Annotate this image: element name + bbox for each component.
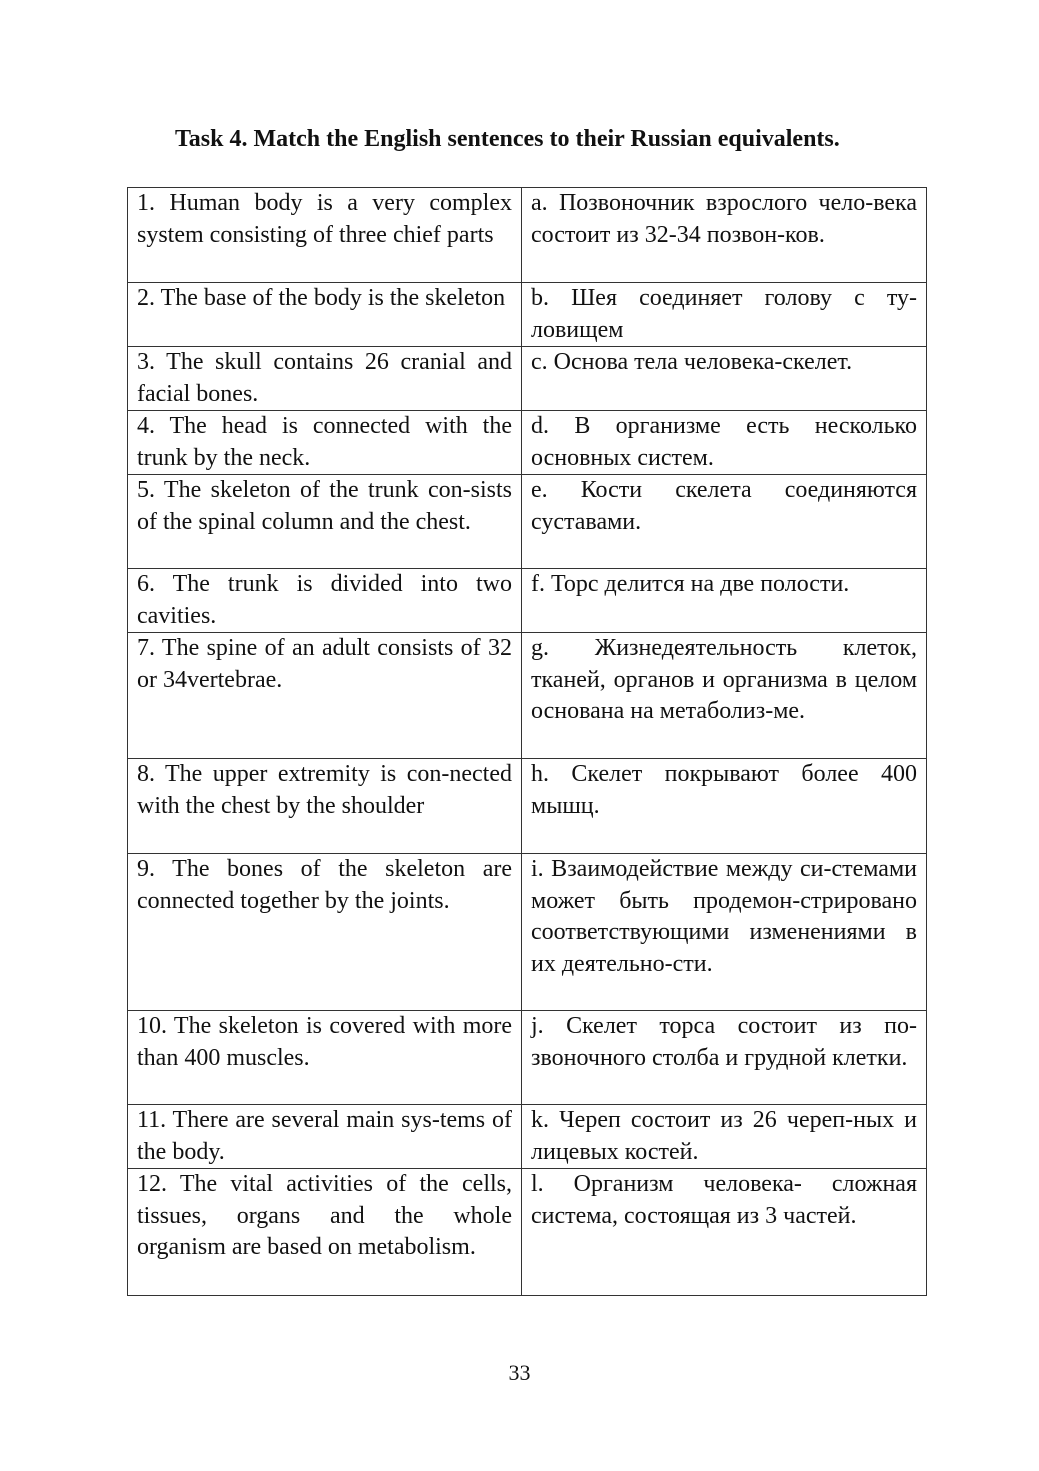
table-row: [128, 475, 927, 569]
english-sentence: 6. The trunk is divided into two cavities.: [128, 569, 522, 633]
table-row: [128, 633, 927, 759]
table-row: [128, 1011, 927, 1105]
table-row: [128, 1105, 927, 1169]
russian-sentence: f. Торс делится на две полости.: [522, 569, 927, 633]
table-row: [128, 411, 927, 475]
russian-sentence: c. Основа тела человека-скелет.: [522, 347, 927, 411]
english-sentence: 12. The vital activities of the cells, tissues, organs and the whole organism are based on metabolism.: [128, 1169, 522, 1296]
russian-sentence: a. Позвоночник взрослого чело-века состоит из 32-34 позвон-ков.: [522, 188, 927, 283]
table-row: [128, 759, 927, 854]
task-title: Task 4. Match the English sentences to their Russian equivalents.: [175, 126, 840, 152]
russian-sentence: j. Скелет торса состоит из по-звоночного столба и грудной клетки.: [522, 1011, 927, 1105]
english-sentence: 9. The bones of the skeleton are connected together by the joints.: [128, 854, 522, 1011]
russian-sentence: h. Скелет покрывают более 400 мышц.: [522, 759, 927, 854]
table-row: [128, 1169, 927, 1296]
english-sentence: 10. The skeleton is covered with more than 400 muscles.: [128, 1011, 522, 1105]
page-number: 33: [508, 1360, 531, 1385]
russian-sentence: b. Шея соединяет голову с ту-ловищем: [522, 283, 927, 347]
russian-sentence: l. Организм человека- сложная система, состоящая из 3 частей.: [522, 1169, 927, 1296]
english-sentence: 1. Human body is a very complex system consisting of three chief parts: [128, 188, 522, 283]
matching-table: [127, 187, 927, 1296]
russian-sentence: i. Взаимодействие между си-стемами может быть продемон-стрировано соответствующими изменениями в их деятельно-сти.: [522, 854, 927, 1011]
table-row: [128, 854, 927, 1011]
english-sentence: 8. The upper extremity is con-nected with the chest by the shoulder: [128, 759, 522, 854]
table-row: [128, 283, 927, 347]
table-row: [128, 569, 927, 633]
russian-sentence: d. В организме есть несколько основных систем.: [522, 411, 927, 475]
english-sentence: 2. The base of the body is the skeleton: [128, 283, 522, 347]
english-sentence: 4. The head is connected with the trunk by the neck.: [128, 411, 522, 475]
table-row: [128, 347, 927, 411]
table-row: [128, 188, 927, 283]
russian-sentence: g. Жизнедеятельность клеток, тканей, органов и организма в целом основана на метаболиз-ме.: [522, 633, 927, 759]
english-sentence: 7. The spine of an adult consists of 32 or 34vertebrae.: [128, 633, 522, 759]
russian-sentence: e. Кости скелета соединяются суставами.: [522, 475, 927, 569]
english-sentence: 11. There are several main sys-tems of the body.: [128, 1105, 522, 1169]
english-sentence: 3. The skull contains 26 cranial and facial bones.: [128, 347, 522, 411]
english-sentence: 5. The skeleton of the trunk con-sists of the spinal column and the chest.: [128, 475, 522, 569]
russian-sentence: k. Череп состоит из 26 череп-ных и лицевых костей.: [522, 1105, 927, 1169]
